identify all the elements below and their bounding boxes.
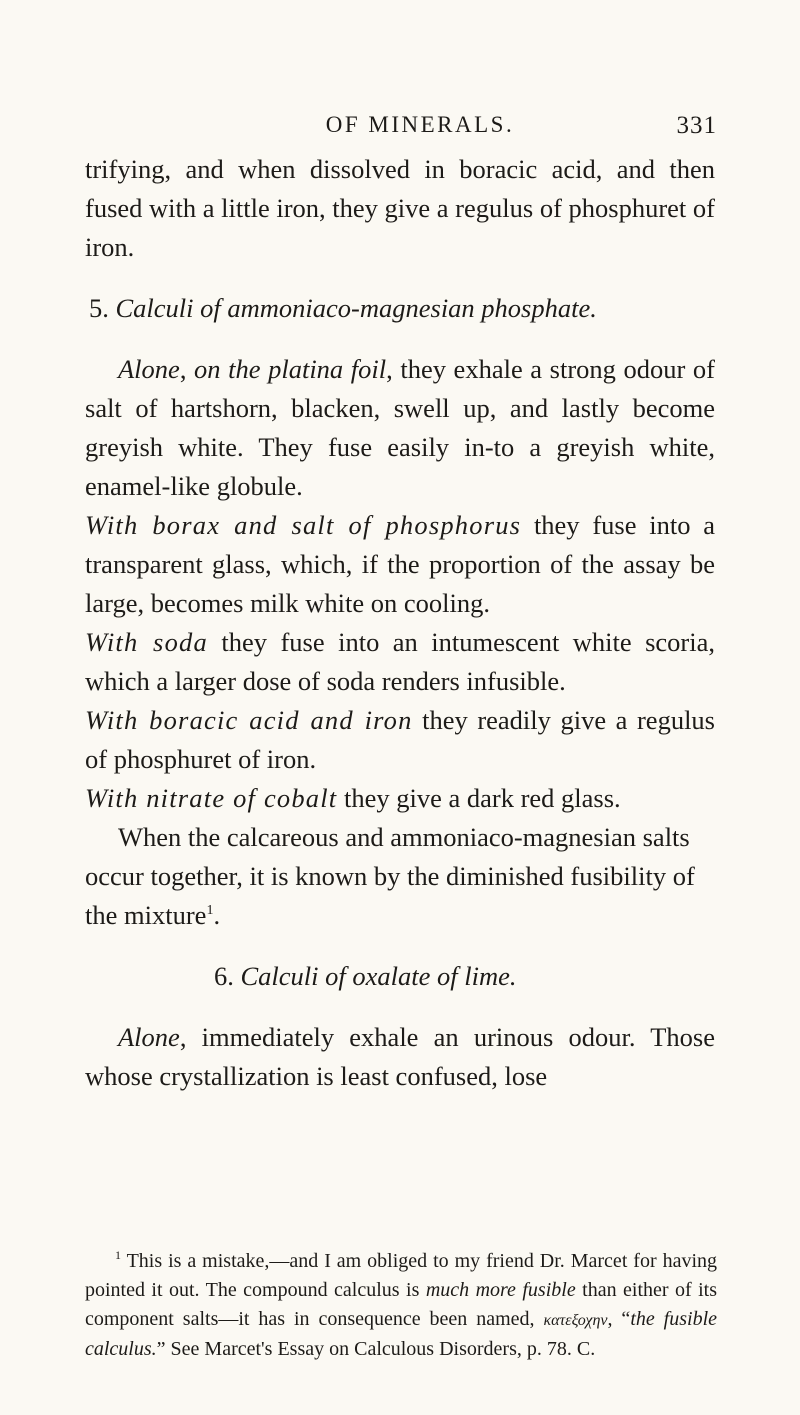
section-6-heading bbox=[85, 957, 715, 996]
alone-qualifier: on the platina foil bbox=[194, 354, 387, 384]
section-6-title: Calculi of oxalate of lime. bbox=[240, 961, 517, 991]
footnote-quote: the fusible calculus. bbox=[85, 1308, 717, 1360]
footnote-emphasis: much more fusible bbox=[425, 1279, 576, 1301]
section-5-heading bbox=[85, 289, 715, 328]
footnote-citation: See Marcet's Essay on Calculous Disorders, p. 78. C. bbox=[170, 1338, 596, 1360]
section-5-cobalt-paragraph: With nitrate of cobalt they give a dark red glass. bbox=[85, 783, 621, 813]
page-header bbox=[0, 112, 800, 152]
borax-label: With borax and salt of phosphorus bbox=[85, 510, 522, 540]
alone-label: Alone bbox=[118, 354, 180, 384]
section-5-boracic-paragraph: With boracic acid and iron they readily give a regulus of phosphuret of iron. bbox=[85, 705, 715, 774]
section-6-number: 6. bbox=[214, 961, 234, 991]
greek-word: κατεξοχην bbox=[543, 1312, 608, 1329]
footnote-text: $^1$ This is a mistake,—and I am obliged to my friend Dr. Marcet for having pointed it out. The compound calculus is much more fusible than either of its component salts—it has in consequence been named, κατεξοχην, “the fusible calculus.” See Marcet's Essay on Calculous Disorders, p. 78. C. bbox=[85, 1248, 718, 1360]
section-5-title: Calculi of ammoniaco-magnesian phosphate. bbox=[115, 293, 597, 323]
page-number: 331 bbox=[676, 112, 717, 139]
section-5-alone-paragraph: Alone, on the platina foil, they exhale a strong odour of salt of hartshorn, blacken, swell up, and lastly become greyish white. They fuse easily in-to a greyish white, enamel-like globule. bbox=[85, 354, 715, 501]
soda-label: With soda bbox=[85, 627, 208, 657]
body-text bbox=[85, 150, 715, 1096]
cobalt-label: With nitrate of cobalt bbox=[85, 783, 338, 813]
section-5-note-paragraph: When the calcareous and ammoniaco-magnesian salts occur together, it is known by the diminished fusibility of the mixture$^1$. bbox=[85, 822, 695, 930]
footnote bbox=[85, 1247, 717, 1364]
footnote-marker: 1 bbox=[115, 1248, 121, 1262]
section-5-soda-paragraph: With soda they fuse into an intumescent white scoria, which a larger dose of soda renders infusible. bbox=[85, 627, 716, 696]
boracic-label: With boracic acid and iron bbox=[85, 705, 413, 735]
running-head: OF MINERALS. bbox=[325, 112, 515, 137]
section-6-alone-paragraph: Alone, immediately exhale an urinous odour. Those whose crystallization is least confused, lose bbox=[85, 1022, 715, 1091]
section-5-borax-paragraph: With borax and salt of phosphorus they fuse into a transparent glass, which, if the proportion of the assay be large, becomes milk white on cooling. bbox=[85, 510, 715, 618]
continued-paragraph: trifying, and when dissolved in boracic acid, and then fused with a little iron, they give a regulus of phosphuret of iron. bbox=[85, 154, 715, 262]
section-6-alone-label: Alone bbox=[118, 1022, 180, 1052]
footnote-reference[interactable]: 1 bbox=[206, 903, 214, 918]
section-5-number: 5. bbox=[89, 293, 109, 323]
